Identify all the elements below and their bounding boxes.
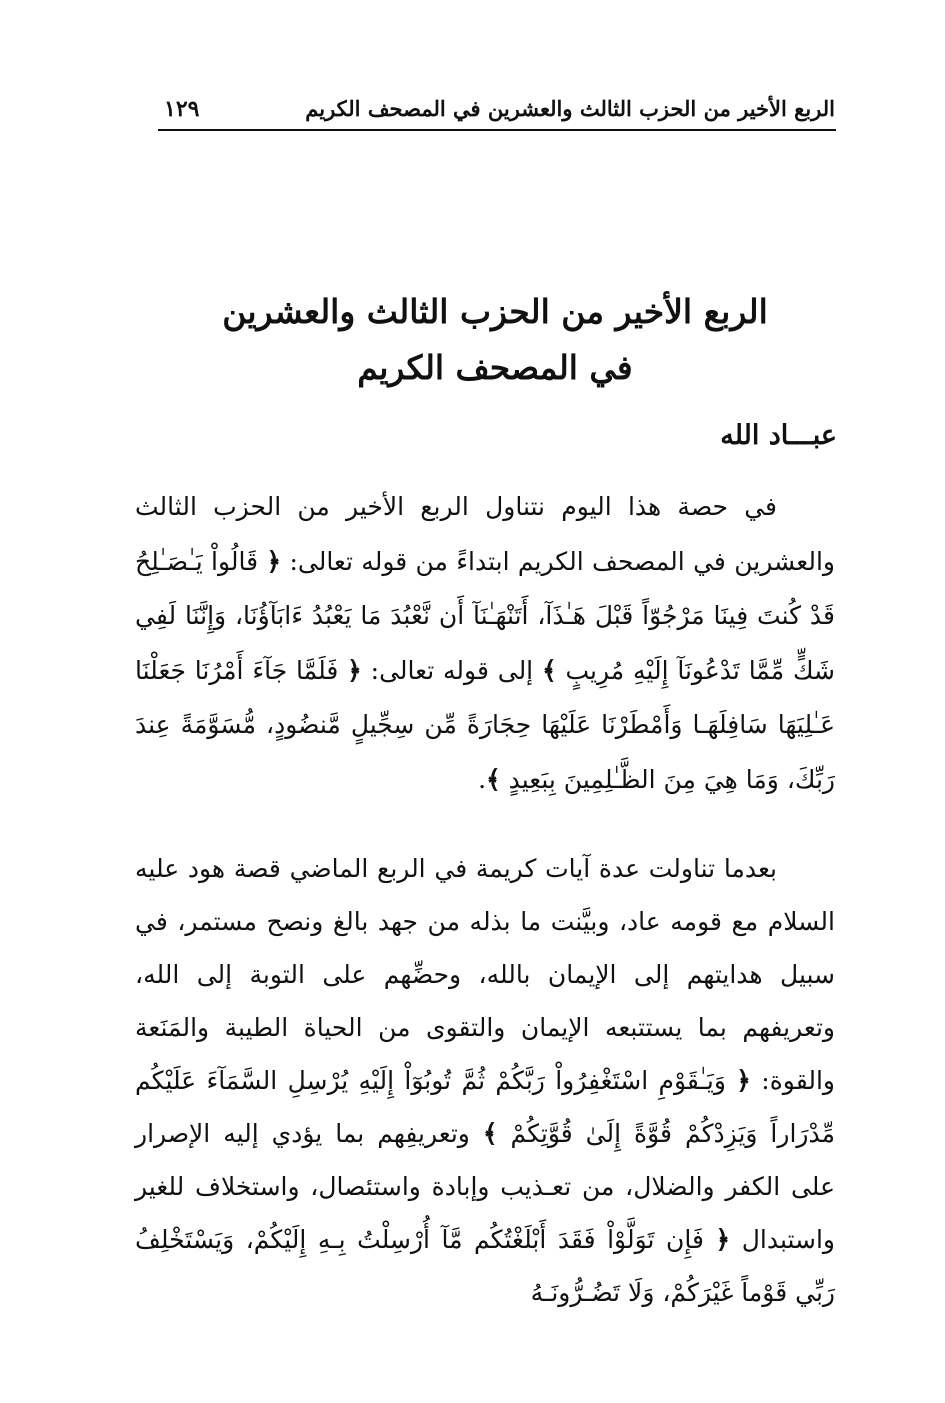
quran-verse-2: فَلَمَّا جَآءَ أَمْرُنَا جَعَلْنَا عَـٰلِيَهَا سَافِلَهَـا وَأَمْطَرْنَا عَلَيْهَا حِجَارَةً مِّن سِجِّيلٍ مَّنضُودٍ، مُّسَوَّمَةً عِندَ رَبِّكَ، وَمَا هِيَ مِنَ الظَّـٰلِمِينَ بِبَعِيدٍ [135, 655, 835, 794]
page-number: ١٢٩ [164, 96, 200, 122]
article-title [150, 284, 840, 396]
paragraph-2 [135, 842, 835, 1319]
quran-verse-4: فَإِن تَوَلَّوْاْ فَقَدَ أَبْلَغْتُكُم مَّآ أُرْسِلْتُ بِـهِ إِلَيْكُمْ، وَيَسْتَخْلِفُ رَبِّي قَوْماً غَيْرَكُمْ، وَلَا تَضُـرُّونَـهُ [135, 1225, 835, 1307]
quran-bracket-close: ﴾ [482, 1119, 498, 1148]
article-title-line-1: الربع الأخير من الحزب الثالث والعشرين [222, 292, 768, 331]
quran-bracket-open: ﴿ [736, 1066, 751, 1095]
paragraph-1-intro: في حصة هذا اليوم نتناول الربع الأخير من الحزب الثالث والعشرين في المصحف الكريم ابتداءً من قوله تعالى: [135, 492, 835, 576]
running-header [160, 96, 835, 130]
quran-bracket-open: ﴿ [266, 546, 282, 576]
paragraph-1 [135, 480, 835, 807]
quran-bracket-open: ﴿ [715, 1225, 731, 1254]
quran-verse-1: قَالُواْ يَـٰصَـٰلِحُ قَدْ كُنتَ فِينَا مَرْجُوّاً قَبْلَ هَـٰذَآ، أَتَنْهَـٰنَآ أَن نَّعْبُدَ مَا يَعْبُدُ ءَابَآؤُنَا، وَإِنَّنَا لَفِي شَكٍّ مِّمَّا تَدْعُونَآ إِلَيْهِ مُرِيبٍ [135, 546, 836, 685]
quran-bracket-close: ﴾ [486, 764, 501, 794]
article-author: عبـــاد الله [720, 420, 837, 451]
header-rule [158, 129, 836, 131]
quran-bracket-close: ﴾ [541, 655, 557, 685]
quran-verse-3: وَيَـٰقَوْمِ اسْتَغْفِرُواْ رَبَّكُمْ ثُمَّ تُوبُوٓاْ إِلَيْهِ يُرْسِلِ السَّمَآءَ عَلَيْكُم مِّدْرَاراً وَيَزِدْكُمْ قُوَّةً إِلَىٰ قُوَّتِكُمْ [135, 1066, 835, 1148]
paragraph-2-middle: وتعريفِهم بما يؤدي إليه الإصرار على الكفر والضلال، من تعـذيب وإبادة واستئصال، واستخلاف للغير واستبدال [135, 1119, 835, 1254]
paragraph-1-end: . [478, 764, 487, 794]
paragraph-2-intro: بعدما تناولت عدة آيات كريمة في الربع الماضي قصة هود عليه السلام مع قومه عاد، وبيَّنت ما بذله من جهد بالغ ونصح مستمر، في سبيل هدايتهم إلى الإيمان بالله، وحضِّهم على التوبة إلى الله، وتعريفهم بما يستتبعه الإيمان والتقوى من الحياة الطيبة والمَنَعة والقوة: [135, 854, 835, 1095]
paragraph-1-middle: إلى قوله تعالى: [361, 655, 542, 685]
article-title-line-2: في المصحف الكريم [357, 348, 633, 387]
paragraph-2-text [135, 842, 835, 1319]
quran-bracket-open: ﴿ [347, 655, 362, 685]
running-header-title: الربع الأخير من الحزب الثالث والعشرين في المصحف الكريم [305, 96, 835, 121]
paragraph-1-text [135, 480, 835, 807]
